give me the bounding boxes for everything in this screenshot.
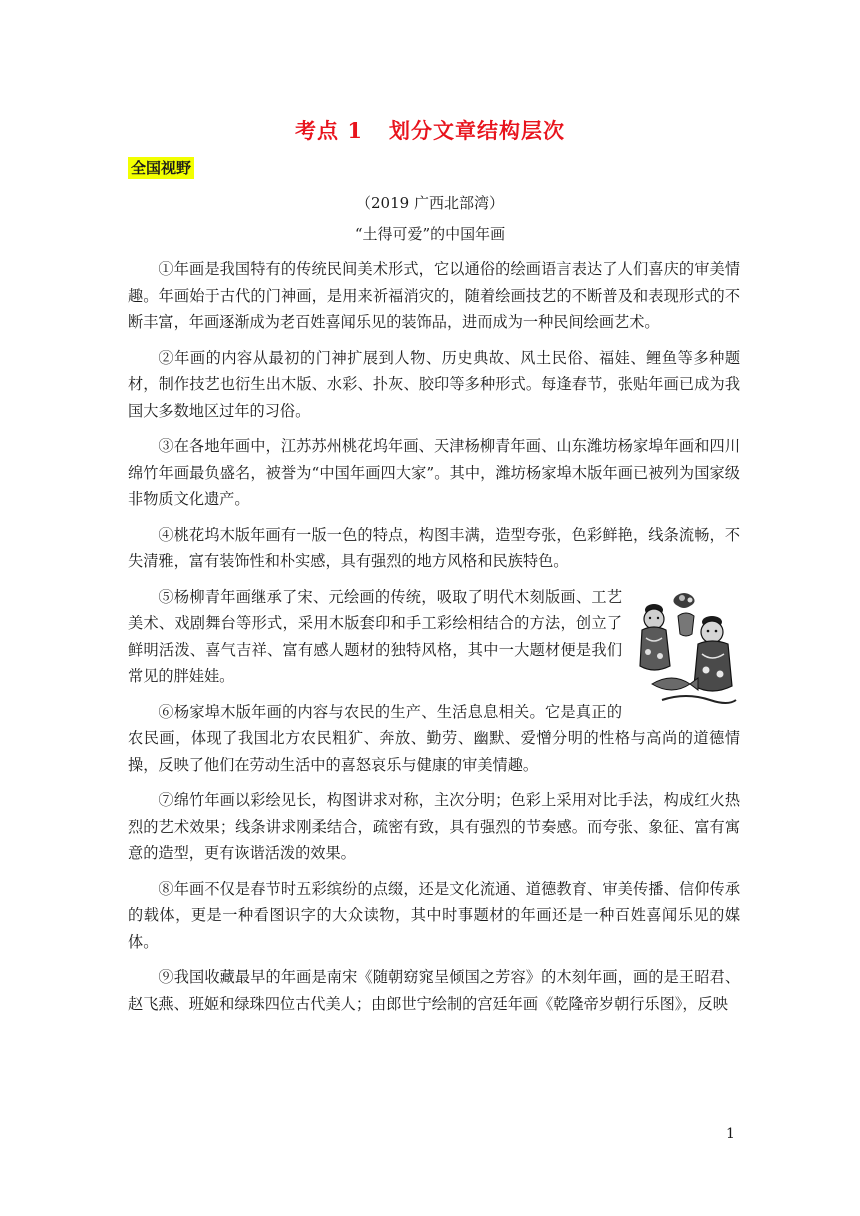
section-tag: 全国视野	[128, 157, 194, 179]
paragraph-3: ③在各地年画中，江苏苏州桃花坞年画、天津杨柳青年画、山东潍坊杨家埠年画和四川绵竹年画最负盛名，被誉为“中国年画四大家”。其中，潍坊杨家埠木版年画已被列为国家级非物质文化遗产。	[128, 437, 740, 508]
paragraph-7: ⑦绵竹年画以彩绘见长，构图讲求对称，主次分明；色彩上采用对比手法，构成红火热烈的艺术效果；线条讲求刚柔结合，疏密有致，具有强烈的节奏感。而夸张、象征、富有寓意的造型，更有诙谐活泼的效果。	[128, 791, 740, 862]
new-year-painting-image	[632, 588, 740, 708]
page-number: 1	[726, 1126, 735, 1142]
article-title: “土得可爱”的中国年画	[354, 225, 506, 243]
paragraph-2: ②年画的内容从最初的门神扩展到人物、历史典故、风土民俗、福娃、鲤鱼等多种题材，制作技艺也衍生出木版、水彩、扑灰、胶印等多种形式。每逢春节，张贴年画已成为我国大多数地区过年的习俗。	[128, 348, 740, 420]
title-part-1: 考点 1	[295, 118, 363, 143]
page-title	[0, 115, 860, 145]
paragraph-9: ⑨我国收藏最早的年画是南宋《随朝窈窕呈倾国之芳容》的木刻年画，画的是王昭君、赵飞燕、班姬和绿珠四位古代美人；由郎世宁绘制的宫廷年画《乾隆帝岁朝行乐图》，反映	[128, 968, 740, 1013]
paragraph-4: ④桃花坞木版年画有一版一色的特点，构图丰满，造型夸张，色彩鲜艳，线条流畅，不失清雅，富有装饰性和朴实感，具有强烈的地方风格和民族特色。	[128, 525, 740, 570]
paragraph-5: ⑤杨柳青年画继承了宋、元绘画的传统，吸取了明代木刻版画、工艺美术、戏剧舞台等形式，采用木版套印和手工彩绘相结合的方法，创立了鲜明活泼、喜气吉祥、富有感人题材的独特风格，其中一大题材便是我们常见的胖娃娃。	[128, 587, 622, 685]
paragraph-1: ①年画是我国特有的传统民间美术形式，它以通俗的绘画语言表达了人们喜庆的审美情趣。年画始于古代的门神画，是用来祈福消灾的，随着绘画技艺的不断普及和表现形式的不断丰富，年画逐渐成为老百姓喜闻乐见的装饰品，进而成为一种民间绘画艺术。	[128, 260, 740, 331]
paragraph-8: ⑧年画不仅是春节时五彩缤纷的点缀，还是文化流通、道德教育、审美传播、信仰传承的载体，更是一种看图识字的大众读物，其中时事题材的年画还是一种百姓喜闻乐见的媒体。	[128, 879, 740, 951]
paragraph-6: ⑥杨家埠木版年画的内容与农民的生产、生活息息相关。它是真正的农民画，体现了我国北方农民粗犷、奔放、勤劳、幽默、爱憎分明的性格与高尚的道德情操，反映了他们在劳动生活中的喜怒哀乐与健康的审美情趣。	[128, 702, 740, 774]
title-part-2: 划分文章结构层次	[388, 118, 565, 143]
source-citation: （2019 广西北部湾）	[356, 194, 504, 212]
article-body	[128, 256, 740, 1026]
